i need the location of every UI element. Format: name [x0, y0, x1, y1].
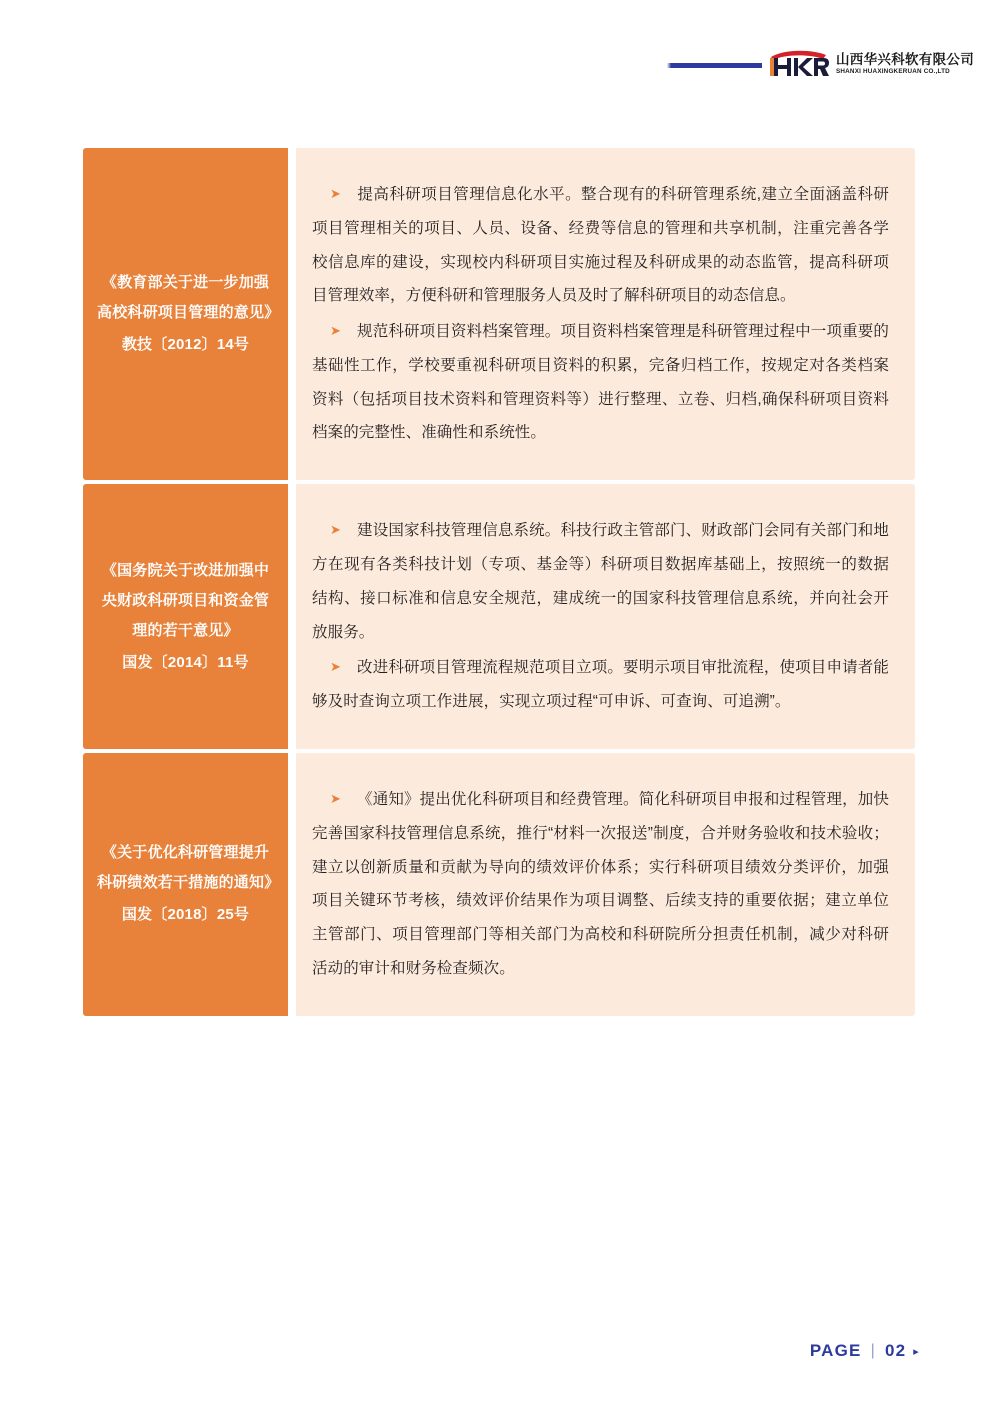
company-name-cn: 山西华兴科软有限公司 [836, 51, 974, 67]
policy-content-cell [296, 484, 915, 749]
page-label: PAGE [809, 1341, 862, 1360]
arrow-bullet-icon: ➤ [330, 522, 341, 538]
row-gap [288, 484, 296, 749]
page-number-indicator [810, 1341, 920, 1361]
arrow-bullet-icon: ➤ [330, 186, 341, 201]
policy-paragraph-text: 提高科研项目管理信息化水平。整合现有的科研管理系统,建立全面涵盖科研项目管理相关的项目、人员、设备、经费等信息的管理和共享机制，注重完善各学校信息库的建设，实现校内科研项目实施过程及科研成果的动态监管，提高科研项目管理效率，方便科研和管理服务人员及时了解科研项目的动态信息。 [312, 186, 889, 305]
policy-paragraph [312, 783, 889, 986]
arrow-bullet-icon: ➤ [330, 790, 341, 806]
policy-document-title: 《关于优化科研管理提升科研绩效若干措施的通知》 [97, 844, 280, 892]
page-footer [0, 1313, 1000, 1423]
policy-document-title: 《教育部关于进一步加强高校科研项目管理的意见》 [97, 274, 280, 322]
row-gap [288, 753, 296, 1016]
policy-label-cell [83, 753, 288, 1016]
policy-paragraph-text: 规范科研项目资料档案管理。项目资料档案管理是科研管理过程中一项重要的基础性工作，学校要重视科研项目资料的积累，完备归档工作，按规定对各类档案资料（包括项目技术资料和管理资料等）进行整理、立卷、归档,确保科研项目资料档案的完整性、准确性和系统性。 [312, 323, 889, 442]
logo-text-block [836, 53, 974, 75]
policy-label-cell [83, 148, 288, 480]
arrow-bullet-icon: ➤ [330, 323, 341, 339]
header-rule-decoration [620, 63, 762, 68]
policy-paragraph [312, 514, 889, 649]
policy-paragraph [312, 178, 889, 313]
policy-document-number: 国发〔2018〕25号 [121, 906, 250, 924]
policy-document-number: 国发〔2014〕11号 [122, 653, 249, 671]
caret-right-icon: ▸ [913, 1345, 920, 1358]
policy-document-title: 《国务院关于改进加强中央财政科研项目和资金管理的若干意见》 [101, 561, 270, 639]
page-header [0, 0, 1000, 120]
policy-content-cell [296, 148, 915, 480]
page-number: 02 [884, 1341, 907, 1360]
table-row [83, 148, 915, 480]
policy-content-cell [296, 753, 915, 1016]
policy-paragraph [312, 315, 889, 450]
policy-paragraph-text: 建设国家科技管理信息系统。科技行政主管部门、财政部门会同有关部门和地方在现有各类科技计划（专项、基金等）科研项目数据库基础上，按照统一的数据结构、接口标准和信息安全规范，建成统一的国家科技管理信息系统，并向社会开放服务。 [312, 522, 889, 641]
page-separator: | [870, 1342, 876, 1359]
row-gap [288, 148, 296, 480]
policy-paragraph-text: 《通知》提出优化科研项目和经费管理。简化科研项目申报和过程管理，加快完善国家科技管理信息系统，推行“材料一次报送”制度，合并财务验收和技术验收；建立以创新质量和贡献为导向的绩效评价体系；实行科研项目绩效分类评价，加强项目关键环节考核，绩效评价结果作为项目调整、后续支持的重要依据；建立单位主管部门、项目管理部门等相关部门为高校和科研院所分担责任机制，减少对科研活动的审计和财务检查频次。 [312, 790, 889, 977]
policy-table [83, 148, 915, 1016]
arrow-bullet-icon: ➤ [330, 659, 341, 675]
company-logo [768, 44, 974, 84]
hkr-logo-icon [768, 48, 830, 80]
policy-document-number: 教技〔2012〕14号 [121, 336, 250, 354]
company-name-en: SHANXI HUAXINGKERUAN CO.,LTD [836, 67, 950, 75]
policy-paragraph-text: 改进科研项目管理流程规范项目立项。要明示项目审批流程，使项目申请者能够及时查询立项工作进展，实现立项过程“可申诉、可查询、可追溯”。 [312, 659, 889, 711]
policy-paragraph [312, 651, 889, 719]
table-row [83, 753, 915, 1016]
table-row [83, 484, 915, 749]
policy-label-cell [83, 484, 288, 749]
